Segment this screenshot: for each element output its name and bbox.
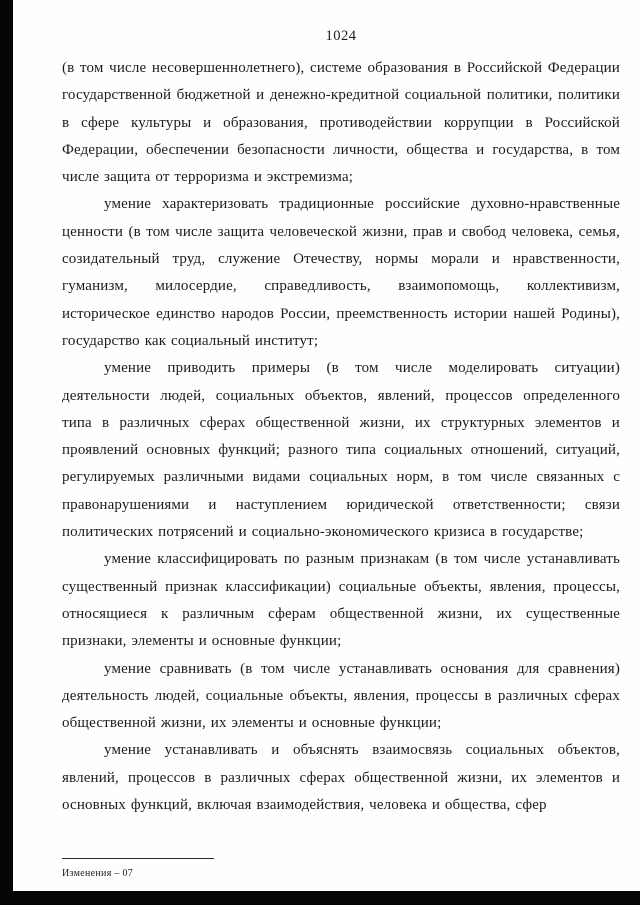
page-left-border [0, 0, 13, 905]
page-footer [62, 858, 214, 881]
paragraph: умение характеризовать традиционные российские духовно-нравственные ценности (в том числе защита человеческой жизни, прав и свобод человека, семья, созидательный труд, служение Отечеству, нормы морали и нравственности, гуманизм, милосердие, справедливость, взаимопомощь, коллективизм, историческое единство народов России, преемственность истории нашей Родины), государство как социальный институт; [62, 196, 620, 349]
paragraph: умение сравнивать (в том числе устанавливать основания для сравнения) деятельность людей, социальные объекты, явления, процессы в различных сферах общественной жизни, их элементы и основные функции; [62, 660, 620, 732]
paragraph-continuation: (в том числе несовершеннолетнего), системе образования в Российской Федерации государственной бюджетной и денежно-кредитной социальной политики, политики в сфере культуры и образования, противодействии коррупции в Российской Федерации, обеспечении безопасности личности, общества и государства, в том числе защита от терроризма и экстремизма; [62, 60, 620, 186]
text-block [62, 55, 620, 819]
paragraph: умение приводить примеры (в том числе моделировать ситуации) деятельности людей, социальных объектов, явлений, процессов определенного типа в различных сферах общественной жизни, их структурных элементов и проявлений основных функций; разного типа социальных отношений, ситуаций, регулируемых различными видами социальных норм, в том числе связанных с правонарушениями и наступлением юридической ответственности; связи политических потрясений и социально-экономического кризиса в государстве; [62, 360, 620, 541]
paragraph: умение классифицировать по разным признакам (в том числе устанавливать существенный признак классификации) социальные объекты, явления, процессы, относящиеся к различным сферам общественной жизни, их существенные признаки, элементы и основные функции; [62, 551, 620, 650]
footer-text: Изменения – 07 [62, 868, 134, 879]
page-number: 1024 [325, 28, 357, 44]
footer-rule [62, 858, 214, 859]
page-bottom-border [0, 891, 640, 905]
page-content [62, 0, 620, 819]
paragraph: умение устанавливать и объяснять взаимосвязь социальных объектов, явлений, процессов в различных сферах общественной жизни, их элементов и основных функций, включая взаимодействия, человека и общества, сфер [62, 742, 620, 814]
